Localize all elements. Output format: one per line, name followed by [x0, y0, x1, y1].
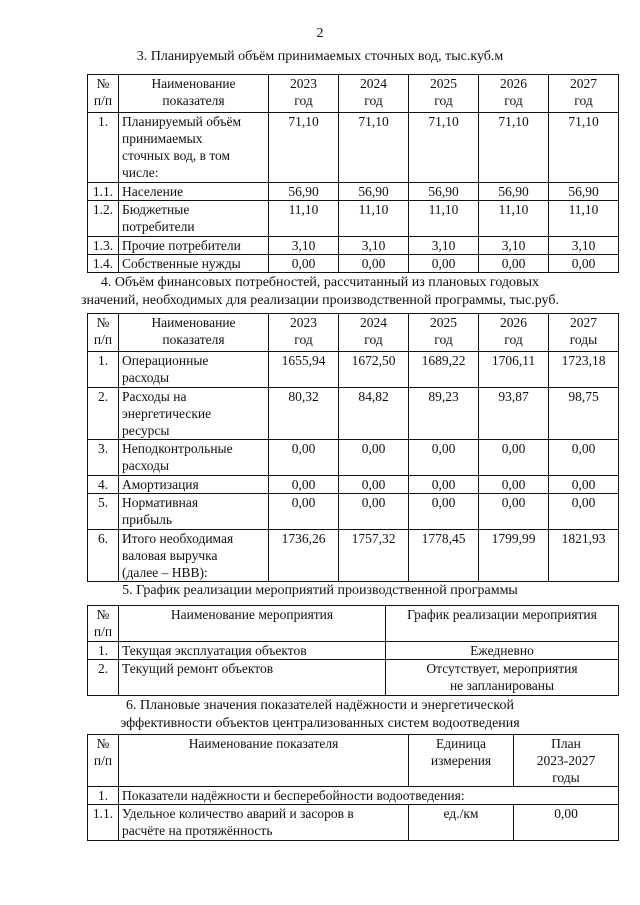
header-cell: График реализации мероприятия — [386, 606, 619, 642]
header-cell: № п/п — [88, 606, 119, 642]
value-cell: 71,10 — [549, 113, 619, 183]
value-cell: 0,00 — [479, 494, 549, 530]
schedule-cell: Отсутствует, мероприятия не запланированы — [386, 660, 619, 696]
value-cell: 0,00 — [339, 494, 409, 530]
schedule-cell: Ежедневно — [386, 642, 619, 660]
header-cell: № п/п — [88, 314, 119, 352]
table-row — [88, 201, 619, 237]
row-name: Неподконтрольные расходы — [119, 440, 269, 476]
row-name: Нормативная прибыль — [119, 494, 269, 530]
value-cell: 11,10 — [409, 201, 479, 237]
section6-title: 6. Плановые значения показателей надёжности и энергетической эффективности объектов централизованных систем водоотведения — [120, 698, 520, 731]
header-cell: План 2023-2027 годы — [514, 735, 619, 787]
row-number: 1.4. — [88, 255, 119, 273]
header-cell: Наименование показателя — [119, 314, 269, 352]
row-name: Операционные расходы — [119, 352, 269, 388]
value-cell: 0,00 — [549, 255, 619, 273]
row-name: Население — [119, 183, 269, 201]
table-row — [88, 660, 619, 696]
value-cell: 0,00 — [409, 255, 479, 273]
header-cell: № п/п — [88, 75, 119, 113]
section5-table — [87, 605, 619, 696]
row-number: 2. — [88, 660, 119, 696]
header-cell: 2025 год — [409, 314, 479, 352]
header-cell: Наименование показателя — [119, 75, 269, 113]
value-cell: 1655,94 — [269, 352, 339, 388]
value-cell: 1672,50 — [339, 352, 409, 388]
row-name: Удельное количество аварий и засоров в расчёте на протяжённость — [119, 805, 409, 841]
header-cell: Наименование мероприятия — [119, 606, 386, 642]
value-cell: 0,00 — [269, 440, 339, 476]
value-cell: 0,00 — [339, 440, 409, 476]
value-cell: 71,10 — [409, 113, 479, 183]
table-row — [88, 530, 619, 582]
value-cell: 0,00 — [269, 476, 339, 494]
table-row — [88, 388, 619, 440]
row-number: 1. — [88, 352, 119, 388]
section6-table — [87, 734, 619, 841]
value-cell: 3,10 — [269, 237, 339, 255]
row-name: Бюджетные потребители — [119, 201, 269, 237]
value-cell: 11,10 — [269, 201, 339, 237]
section3-title: 3. Планируемый объём принимаемых сточных вод, тыс.куб.м — [136, 49, 504, 64]
value-cell: 0,00 — [409, 440, 479, 476]
value-cell: 71,10 — [479, 113, 549, 183]
header-cell: 2027 годы — [549, 314, 619, 352]
table-row — [88, 440, 619, 476]
table-row — [88, 255, 619, 273]
value-cell: 0,00 — [479, 255, 549, 273]
value-cell: 0,00 — [269, 255, 339, 273]
value-cell: 0,00 — [549, 476, 619, 494]
row-number: 1.1. — [88, 805, 119, 841]
table-row — [88, 476, 619, 494]
value-cell: 1736,26 — [269, 530, 339, 582]
value-cell: 1799,99 — [479, 530, 549, 582]
header-cell: 2024 год — [339, 314, 409, 352]
value-cell: 1689,22 — [409, 352, 479, 388]
header-cell: 2025 год — [409, 75, 479, 113]
row-name: Прочие потребители — [119, 237, 269, 255]
header-cell: 2027 год — [549, 75, 619, 113]
value-cell: 1757,32 — [339, 530, 409, 582]
value-cell: 1778,45 — [409, 530, 479, 582]
value-cell: 1706,11 — [479, 352, 549, 388]
value-cell: 80,32 — [269, 388, 339, 440]
table-row — [88, 352, 619, 388]
value-cell: 56,90 — [409, 183, 479, 201]
value-cell: 0,00 — [479, 440, 549, 476]
value-cell: 3,10 — [339, 237, 409, 255]
value-cell: 11,10 — [549, 201, 619, 237]
value-cell: 1821,93 — [549, 530, 619, 582]
table-row — [88, 237, 619, 255]
value-cell: 11,10 — [479, 201, 549, 237]
table-row — [88, 787, 619, 805]
page-number: 2 — [316, 26, 324, 41]
row-number: 1.3. — [88, 237, 119, 255]
row-number: 3. — [88, 440, 119, 476]
header-cell: 2023 год — [269, 314, 339, 352]
value-cell: 0,00 — [549, 494, 619, 530]
table-row — [88, 805, 619, 841]
value-cell: 71,10 — [269, 113, 339, 183]
row-name: Текущая эксплуатация объектов — [119, 642, 386, 660]
value-cell: 0,00 — [339, 255, 409, 273]
value-cell: 56,90 — [479, 183, 549, 201]
row-number: 1.2. — [88, 201, 119, 237]
row-number: 1. — [88, 787, 119, 805]
row-name: Планируемый объём принимаемых сточных вод, в том числе: — [119, 113, 269, 183]
section3-table — [87, 74, 619, 273]
unit-cell: ед./км — [409, 805, 514, 841]
row-name: Текущий ремонт объектов — [119, 660, 386, 696]
value-cell: 71,10 — [339, 113, 409, 183]
table-row — [88, 642, 619, 660]
value-cell: 0,00 — [409, 494, 479, 530]
table-row — [88, 113, 619, 183]
row-number: 6. — [88, 530, 119, 582]
row-number: 1. — [88, 113, 119, 183]
value-cell: 56,90 — [339, 183, 409, 201]
table-header-row — [88, 314, 619, 352]
header-cell: Единица измерения — [409, 735, 514, 787]
row-number: 5. — [88, 494, 119, 530]
row-number: 1. — [88, 642, 119, 660]
header-cell: 2026 год — [479, 75, 549, 113]
value-cell: 0,00 — [549, 440, 619, 476]
value-cell: 56,90 — [549, 183, 619, 201]
row-number: 2. — [88, 388, 119, 440]
value-cell: 1723,18 — [549, 352, 619, 388]
value-cell: 0,00 — [479, 476, 549, 494]
row-name: Собственные нужды — [119, 255, 269, 273]
row-name: Показатели надёжности и бесперебойности водоотведения: — [119, 787, 619, 805]
value-cell: 3,10 — [409, 237, 479, 255]
row-name: Амортизация — [119, 476, 269, 494]
plan-cell: 0,00 — [514, 805, 619, 841]
row-name: Итого необходимая валовая выручка (далее – НВВ): — [119, 530, 269, 582]
table-header-row — [88, 75, 619, 113]
table-header-row — [88, 606, 619, 642]
value-cell: 56,90 — [269, 183, 339, 201]
value-cell: 11,10 — [339, 201, 409, 237]
header-cell: 2023 год — [269, 75, 339, 113]
value-cell: 84,82 — [339, 388, 409, 440]
header-cell: № п/п — [88, 735, 119, 787]
row-number: 4. — [88, 476, 119, 494]
value-cell: 0,00 — [409, 476, 479, 494]
header-cell: 2024 год — [339, 75, 409, 113]
value-cell: 0,00 — [339, 476, 409, 494]
value-cell: 89,23 — [409, 388, 479, 440]
row-number: 1.1. — [88, 183, 119, 201]
value-cell: 98,75 — [549, 388, 619, 440]
table-header-row — [88, 735, 619, 787]
header-cell: 2026 год — [479, 314, 549, 352]
section4-table — [87, 313, 619, 582]
section5-title: 5. График реализации мероприятий производственной программы — [122, 583, 518, 598]
section4-title: 4. Объём финансовых потребностей, рассчитанный из плановых годовых значений, необходимых для реализации производственной программы, тыс.руб. — [81, 275, 559, 308]
value-cell: 93,87 — [479, 388, 549, 440]
value-cell: 3,10 — [479, 237, 549, 255]
header-cell: Наименование показателя — [119, 735, 409, 787]
value-cell: 0,00 — [269, 494, 339, 530]
table-row — [88, 494, 619, 530]
value-cell: 3,10 — [549, 237, 619, 255]
row-name: Расходы на энергетические ресурсы — [119, 388, 269, 440]
table-row — [88, 183, 619, 201]
